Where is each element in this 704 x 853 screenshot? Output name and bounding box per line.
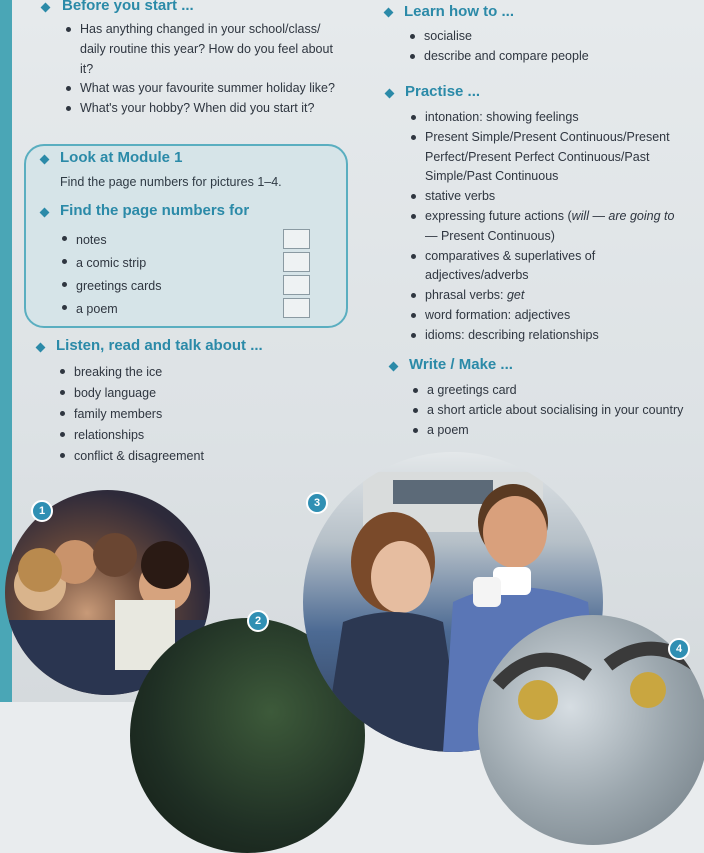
future-will: will: [571, 208, 589, 223]
list-item: a poem: [411, 421, 701, 441]
answer-box[interactable]: [283, 229, 310, 249]
write-list: [411, 381, 701, 440]
future-text: expressing future actions (: [425, 208, 572, 223]
before-start-heading: Before you start ...: [62, 0, 194, 14]
answer-box[interactable]: [283, 252, 310, 272]
list-item: [409, 286, 689, 306]
listen-heading: Listen, read and talk about ...: [56, 337, 263, 354]
list-item: breaking the ice: [58, 362, 318, 383]
answer-box[interactable]: [283, 275, 310, 295]
practise-list: [409, 108, 689, 346]
list-item: Has anything changed in your school/class/ daily routine this year? How do you feel about it?: [64, 20, 346, 79]
list-item: Present Simple/Present Continuous/Present Perfect/Present Perfect Continuous/Past Simple/Past Continuous: [409, 128, 689, 187]
find-pages-heading: Find the page numbers for: [60, 202, 250, 219]
list-item: What's your hobby? When did you start it?: [64, 99, 346, 119]
list-item: intonation: showing feelings: [409, 108, 689, 128]
list-item: comparatives & superlatives of adjectives/adverbs: [409, 247, 689, 287]
list-item: family members: [58, 404, 318, 425]
list-item: a short article about socialising in your country: [411, 401, 701, 421]
list-item: idioms: describing relationships: [409, 326, 689, 346]
picture-number-3: 3: [306, 492, 328, 514]
list-item: a comic strip: [60, 252, 260, 275]
picture-number-4: 4: [668, 638, 690, 660]
write-heading: Write / Make ...: [409, 356, 513, 373]
learn-list: [408, 27, 688, 67]
list-item: body language: [58, 383, 318, 404]
practise-heading: Practise ...: [405, 83, 481, 100]
future-text-end: — Present Continuous): [425, 228, 555, 243]
list-item: socialise: [408, 27, 688, 47]
before-start-list: [64, 20, 346, 119]
list-item: notes: [60, 229, 260, 252]
module-heading: Look at Module 1: [60, 149, 183, 166]
list-item: word formation: adjectives: [409, 306, 689, 326]
list-item: greetings cards: [60, 275, 260, 298]
future-going: are going to: [608, 208, 675, 223]
phrasal-text: phrasal verbs:: [425, 288, 507, 303]
answer-box[interactable]: [283, 298, 310, 318]
list-item: conflict & disagreement: [58, 446, 318, 467]
list-item: a poem: [60, 298, 260, 321]
list-item: What was your favourite summer holiday like?: [64, 79, 346, 99]
list-item: a greetings card: [411, 381, 701, 401]
module-instruction: Find the page numbers for pictures 1–4.: [60, 175, 282, 189]
listen-list: [58, 362, 318, 467]
picture-number-1: 1: [31, 500, 53, 522]
find-pages-list: [60, 229, 260, 321]
list-item: [409, 207, 689, 247]
picture-number-2: 2: [247, 610, 269, 632]
learn-heading: Learn how to ...: [404, 3, 515, 20]
list-item: relationships: [58, 425, 318, 446]
list-item: describe and compare people: [408, 47, 688, 67]
future-dash: —: [588, 208, 609, 223]
phrasal-get: get: [506, 288, 525, 303]
list-item: stative verbs: [409, 187, 689, 207]
